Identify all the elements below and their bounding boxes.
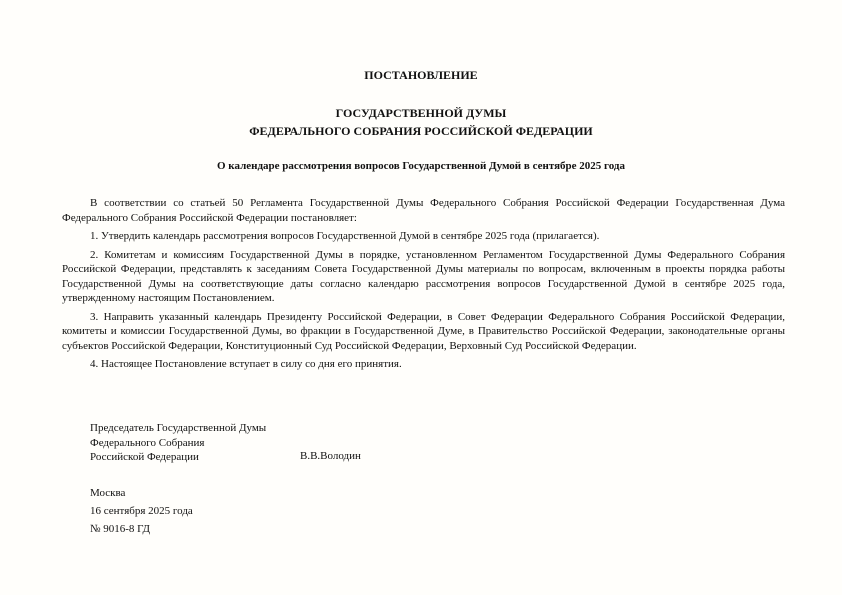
document-date: 16 сентября 2025 года [90,505,193,517]
preamble-paragraph: В соответствии со статьей 50 Регламента Государственной Думы Федерального Собрания Российской Федерации Государственная Дума Федерального Собрания Российской Федерации постановляет: [62,197,785,224]
signatory-position-line-1: Председатель Государственной Думы [90,422,267,434]
document-body [62,196,785,376]
signatory-position-line-3: Российской Федерации [90,451,199,463]
clause-4: 4. Настоящее Постановление вступает в силу со дня его принятия. [90,358,402,370]
signatory-name: В.В.Володин [300,450,361,462]
document-city: Москва [90,487,126,499]
clause-2: 2. Комитетам и комиссиям Государственной Думы в порядке, установленном Регламентом Государственной Думы Федерального Собрания Российской Федерации, представлять к заседаниям Совета Государственной Думы материалы по вопросам, включенным в проекты порядка работы Государственной Думы на соответствующие даты согласно календарю рассмотрения вопросов Государственной Думой в сентябре 2025 года, утвержденному настоящим Постановлением. [62,248,785,304]
signatory-position-line-2: Федерального Собрания [90,436,205,449]
issuer-line-1: ГОСУДАРСТВЕННОЙ ДУМЫ [335,106,507,120]
document-type-title: ПОСТАНОВЛЕНИЕ [364,68,478,82]
document-subject: О календаре рассмотрения вопросов Государственной Думой в сентябре 2025 года [217,160,625,172]
document-number: № 9016-8 ГД [90,523,151,535]
signatory-position [90,421,266,465]
clause-1: 1. Утвердить календарь рассмотрения вопросов Государственной Думой в сентябре 2025 года (прилагается). [90,230,600,242]
clause-3: 3. Направить указанный календарь Президенту Российской Федерации, в Совет Федерации Федерального Собрания Российской Федерации, комитеты и комиссии Государственной Думы, во фракции в Государственной Думе, в Правительство Российской Федерации, законодательные органы субъектов Российской Федерации, Конституционный Суд Российской Федерации, Верховный Суд Российской Федерации. [62,310,785,352]
issuer-line-2: ФЕДЕРАЛЬНОГО СОБРАНИЯ РОССИЙСКОЙ ФЕДЕРАЦИИ [249,124,593,138]
